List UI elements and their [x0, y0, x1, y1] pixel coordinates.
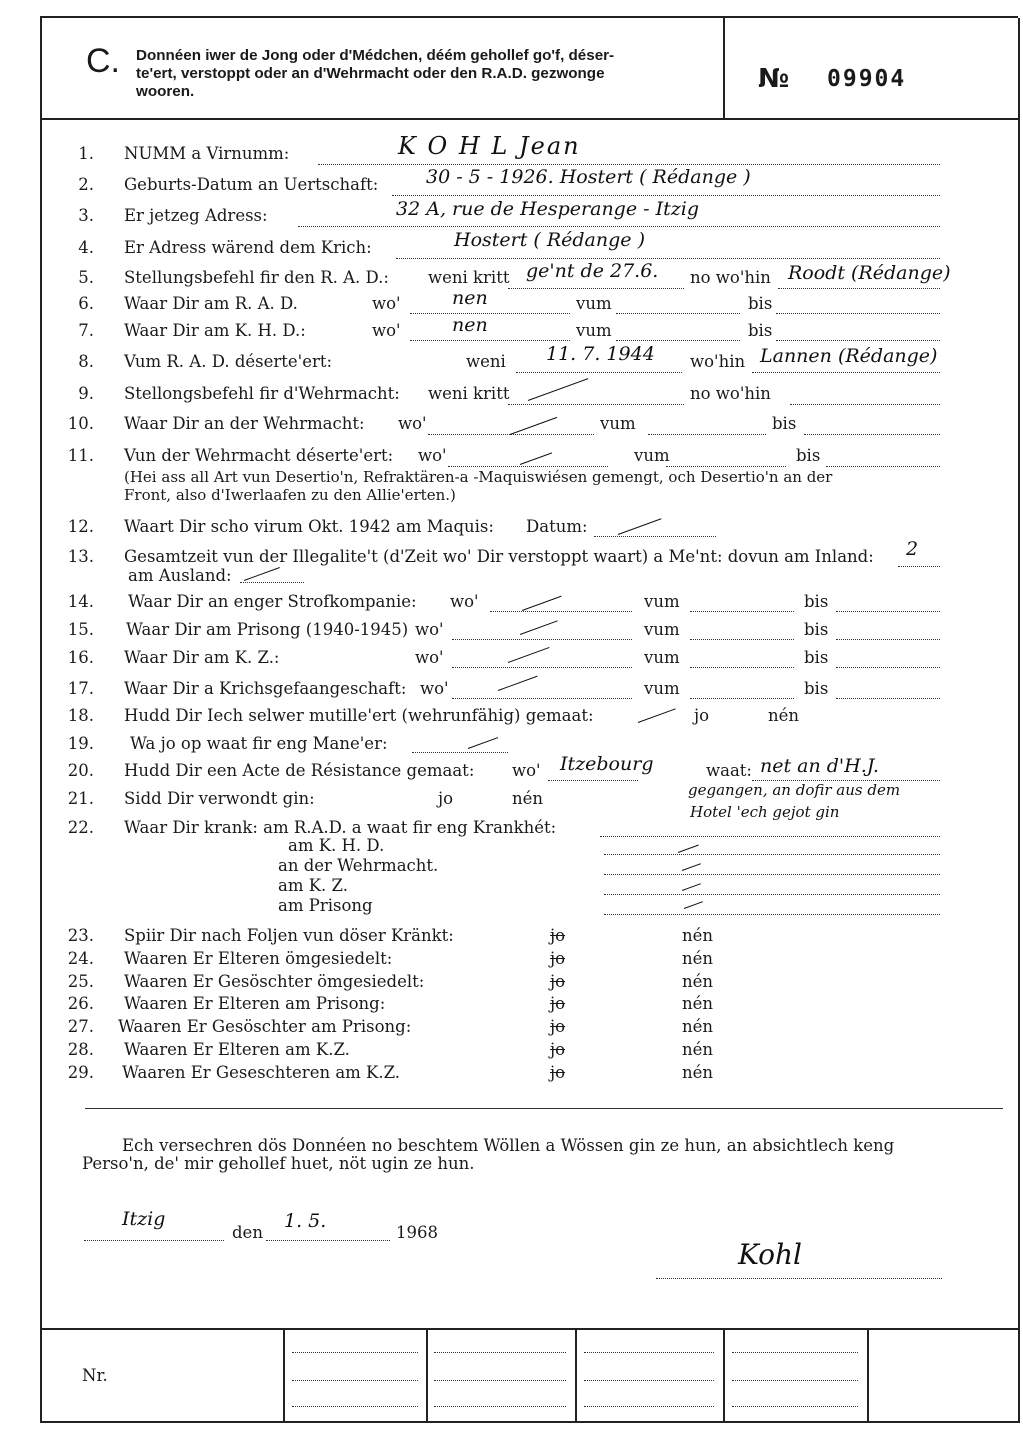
q4-number: 4.	[78, 238, 94, 257]
q26-jo-option[interactable]: jo	[550, 994, 566, 1013]
q10-label: Waar Dir an der Wehrmacht:	[124, 414, 365, 433]
footer-dots-d1	[732, 1352, 858, 1353]
q7-bis-line	[776, 340, 940, 341]
q5-answer-where[interactable]: Roodt (Rédange)	[788, 262, 951, 284]
q7-bis-label: bis	[748, 321, 773, 340]
q22-line-khd	[604, 854, 940, 855]
signature-year: 1968	[396, 1223, 438, 1242]
q11-vum-label: vum	[634, 446, 670, 465]
q10-vum-line	[648, 434, 766, 435]
q15-bis-label: bis	[804, 620, 829, 639]
q15-wo-line	[452, 639, 632, 640]
q5-label: Stellungsbefehl fir den R. A. D.:	[124, 268, 389, 287]
q11-vum-line	[666, 466, 786, 467]
q26-nen-option[interactable]: nén	[682, 994, 714, 1013]
q1-line	[318, 164, 940, 165]
signature-den-label: den	[232, 1223, 263, 1242]
q25-number: 25.	[67, 972, 94, 991]
q16-bis-label: bis	[804, 648, 829, 667]
signature-line	[656, 1278, 942, 1279]
q4-line	[396, 258, 940, 259]
q14-vum-label: vum	[644, 592, 680, 611]
q13-inland-answer[interactable]: 2	[906, 538, 919, 560]
footer-dots-c3	[584, 1406, 714, 1407]
q14-label: Waar Dir an enger Strofkompanie:	[128, 592, 417, 611]
q21-nen-option[interactable]: nén	[512, 789, 544, 808]
q9-where-label: no wo'hin	[690, 384, 771, 403]
q16-bis-line	[836, 667, 940, 668]
q12-datum-label: Datum:	[526, 517, 588, 536]
q14-bis-line	[836, 611, 940, 612]
q17-label: Waar Dir a Krichsgefaangeschaft:	[124, 679, 407, 698]
q4-answer[interactable]: Hostert ( Rédange )	[454, 229, 645, 251]
footer-dots-b2	[434, 1380, 566, 1381]
q3-answer[interactable]: 32 A, rue de Hesperange - Itzig	[396, 198, 699, 220]
header-text	[136, 47, 710, 101]
q11-note-2: Front, also d'Iwerlaafen zu den Allie'erten.)	[124, 486, 456, 504]
q5-when-label: weni kritt	[428, 268, 510, 287]
footer-dots-d3	[732, 1406, 858, 1407]
q18-number: 18.	[67, 706, 94, 725]
q7-vum-line	[616, 340, 740, 341]
q22-sub-khd: am K. H. D.	[288, 836, 385, 855]
q15-number: 15.	[67, 620, 94, 639]
q22-line-prisong	[604, 914, 940, 915]
q3-number: 3.	[78, 206, 94, 225]
q10-vum-label: vum	[600, 414, 636, 433]
q6-bis-label: bis	[748, 294, 773, 313]
q5-where-line	[778, 288, 940, 289]
footer-dots-c1	[584, 1352, 714, 1353]
section-divider	[85, 1108, 1003, 1109]
footer-dots-a3	[292, 1406, 418, 1407]
q11-label: Vun der Wehrmacht déserte'ert:	[124, 446, 394, 465]
q21-label: Sidd Dir verwondt gin:	[124, 789, 315, 808]
footer-col-3	[575, 1330, 577, 1422]
footer-dots-b1	[434, 1352, 566, 1353]
q21-number: 21.	[67, 789, 94, 808]
q20-wo-label: wo'	[512, 761, 541, 780]
q15-vum-label: vum	[644, 620, 680, 639]
q10-bis-label: bis	[772, 414, 797, 433]
q8-where-line	[752, 372, 940, 373]
q11-wo-line	[448, 466, 608, 467]
q8-when-label: weni	[466, 352, 506, 371]
number-box-divider	[723, 18, 725, 118]
form-number: 09904	[827, 66, 907, 92]
q2-number: 2.	[78, 175, 94, 194]
q5-when-line	[508, 288, 684, 289]
q22-number: 22.	[67, 818, 94, 837]
q24-jo-option[interactable]: jo	[550, 949, 566, 968]
q29-nen-option[interactable]: nén	[682, 1063, 714, 1082]
footer-dots-c2	[584, 1380, 714, 1381]
q20-number: 20.	[67, 761, 94, 780]
q6-answer[interactable]: nen	[452, 287, 488, 309]
q12-label: Waart Dir scho virum Okt. 1942 am Maquis:	[124, 517, 494, 536]
q22-sub-wehrmacht: an der Wehrmacht.	[278, 856, 439, 875]
q23-jo-option[interactable]: jo	[550, 926, 566, 945]
q20-answer-where[interactable]: Itzebourg	[560, 753, 654, 775]
q15-bis-line	[836, 639, 940, 640]
footer-col-2	[426, 1330, 428, 1422]
q25-nen-option[interactable]: nén	[682, 972, 714, 991]
q27-label: Waaren Er Gesöschter am Prisong:	[118, 1017, 412, 1036]
q13-inland-line	[898, 566, 940, 567]
q29-number: 29.	[67, 1063, 94, 1082]
q7-vum-label: vum	[576, 321, 612, 340]
q9-where-line	[790, 404, 940, 405]
q8-answer-when[interactable]: 11. 7. 1944	[546, 343, 655, 365]
q20-wo-line	[548, 780, 638, 781]
q6-vum-label: vum	[576, 294, 612, 313]
q12-number: 12.	[67, 517, 94, 536]
q22-sub-prisong: am Prisong	[278, 896, 373, 915]
q14-bis-label: bis	[804, 592, 829, 611]
q10-number: 10.	[67, 414, 94, 433]
q11-number: 11.	[67, 446, 94, 465]
q22-line-rad	[600, 836, 940, 837]
footer-dots-a1	[292, 1352, 418, 1353]
signature-place[interactable]: Itzig	[122, 1208, 166, 1230]
q13-ausland-line	[240, 582, 304, 583]
q16-label: Waar Dir am K. Z.:	[124, 648, 280, 667]
header-line-1: Donnéen iwer de Jong oder d'Médchen, déém gehollef go'f, déser-	[136, 47, 615, 64]
q18-jo-option[interactable]: jo	[694, 706, 710, 725]
place-line	[84, 1240, 224, 1241]
q7-number: 7.	[78, 321, 94, 340]
q19-label: Wa jo op waat fir eng Mane'er:	[130, 734, 388, 753]
q11-note-1: (Hei ass all Art vun Desertio'n, Refraktären-a -Maquiswiésen gemengt, och Desertio'n an der	[124, 468, 833, 486]
q24-nen-option[interactable]: nén	[682, 949, 714, 968]
q20-answer-extra-1[interactable]: gegangen, an dofir aus dem	[688, 781, 901, 799]
q27-nen-option[interactable]: nén	[682, 1017, 714, 1036]
q8-where-label: wo'hin	[690, 352, 746, 371]
q25-jo-option[interactable]: jo	[550, 972, 566, 991]
q9-when-line	[508, 404, 684, 405]
q11-bis-label: bis	[796, 446, 821, 465]
header-line-2: te'ert, verstoppt oder an d'Wehrmacht oder den R.A.D. gezwonge	[136, 65, 605, 82]
q4-label: Er Adress wärend dem Krich:	[124, 238, 372, 257]
q23-label: Spiir Dir nach Foljen vun döser Kränkt:	[124, 926, 454, 945]
q27-jo-option[interactable]: jo	[550, 1017, 566, 1036]
q15-label: Waar Dir am Prisong (1940-1945)	[126, 620, 409, 639]
declaration-line-1: Ech versechren dös Donnéen no beschtem Wöllen a Wössen gin ze hun, an absichtlech keng	[122, 1136, 895, 1155]
q2-label: Geburts-Datum an Uertschaft:	[124, 175, 379, 194]
q19-number: 19.	[67, 734, 94, 753]
q9-label: Stellongsbefehl fir d'Wehrmacht:	[124, 384, 400, 403]
q28-label: Waaren Er Elteren am K.Z.	[124, 1040, 350, 1059]
q8-answer-where[interactable]: Lannen (Rédange)	[760, 345, 938, 367]
q17-vum-label: vum	[644, 679, 680, 698]
q10-wo-label: wo'	[398, 414, 427, 433]
q16-wo-label: wo'	[415, 648, 444, 667]
q25-label: Waaren Er Gesöschter ömgesiedelt:	[124, 972, 425, 991]
q20-answer-extra-2[interactable]: Hotel 'ech gejot gin	[690, 803, 840, 821]
q6-vum-line	[616, 313, 740, 314]
q23-nen-option[interactable]: nén	[682, 926, 714, 945]
q7-answer[interactable]: nen	[452, 314, 488, 336]
q1-label: NUMM a Virnumm:	[124, 144, 290, 163]
q16-wo-line	[452, 667, 632, 668]
q7-label: Waar Dir am K. H. D.:	[124, 321, 306, 340]
q6-wo-line	[410, 313, 570, 314]
q13-ausland-label: am Ausland:	[128, 566, 232, 585]
q27-number: 27.	[67, 1017, 94, 1036]
footer-dots-b3	[434, 1406, 566, 1407]
q15-wo-label: wo'	[415, 620, 444, 639]
q16-vum-line	[690, 667, 794, 668]
q17-bis-line	[836, 698, 940, 699]
q13-number: 13.	[67, 547, 94, 566]
q18-label: Hudd Dir Iech selwer mutille'ert (wehrunfähig) gemaat:	[124, 706, 594, 725]
q23-number: 23.	[67, 926, 94, 945]
q11-bis-line	[826, 466, 940, 467]
footer-table-top	[40, 1328, 1018, 1330]
q14-wo-label: wo'	[450, 592, 479, 611]
q13-label: Gesamtzeit vun der Illegalite't (d'Zeit wo' Dir verstoppt waart) a Me'nt: dovun am Inland:	[124, 547, 874, 566]
q6-number: 6.	[78, 294, 94, 313]
footer-col-1	[283, 1330, 285, 1422]
q14-vum-line	[690, 611, 794, 612]
q6-wo-label: wo'	[372, 294, 401, 313]
q2-answer[interactable]: 30 - 5 - 1926. Hostert ( Rédange )	[426, 166, 751, 188]
q18-nen-option[interactable]: nén	[768, 706, 800, 725]
number-label: №	[758, 64, 790, 94]
q17-wo-line	[452, 698, 632, 699]
q9-when-label: weni kritt	[428, 384, 510, 403]
q17-wo-label: wo'	[420, 679, 449, 698]
footer-dots-a2	[292, 1380, 418, 1381]
q20-waat-label: waat:	[706, 761, 752, 780]
section-letter: C.	[86, 42, 120, 80]
header-separator	[40, 118, 1018, 120]
q12-line	[594, 536, 716, 537]
q5-number: 5.	[78, 268, 94, 287]
q22-line-wehrmacht	[604, 874, 940, 875]
header-line-3: wooren.	[136, 83, 195, 100]
q29-label: Waaren Er Geseschteren am K.Z.	[122, 1063, 401, 1082]
q17-vum-line	[690, 698, 794, 699]
q17-number: 17.	[67, 679, 94, 698]
q5-answer-when[interactable]: ge'nt de 27.6.	[526, 260, 659, 282]
q20-answer-what[interactable]: net an d'H.J.	[760, 755, 879, 777]
q21-jo-option[interactable]: jo	[438, 789, 454, 808]
date-line	[266, 1240, 390, 1241]
q17-bis-label: bis	[804, 679, 829, 698]
q22-sub-kz: am K. Z.	[278, 876, 348, 895]
q26-label: Waaren Er Elteren am Prisong:	[124, 994, 386, 1013]
q22-label: Waar Dir krank: am R.A.D. a waat fir eng Krankhét:	[124, 818, 557, 837]
q11-wo-label: wo'	[418, 446, 447, 465]
footer-nr-label: Nr.	[82, 1366, 108, 1385]
q24-number: 24.	[67, 949, 94, 968]
q15-vum-line	[690, 639, 794, 640]
footer-col-5	[867, 1330, 869, 1422]
declaration-line-2: Perso'n, de' mir gehollef huet, nöt ugin ze hun.	[82, 1154, 475, 1173]
q14-number: 14.	[67, 592, 94, 611]
q8-label: Vum R. A. D. déserte'ert:	[124, 352, 333, 371]
q3-label: Er jetzeg Adress:	[124, 206, 268, 225]
q14-wo-line	[490, 611, 632, 612]
q7-wo-line	[410, 340, 570, 341]
q6-bis-line	[776, 313, 940, 314]
footer-dots-d2	[732, 1380, 858, 1381]
q20-label: Hudd Dir een Acte de Résistance gemaat:	[124, 761, 475, 780]
q22-line-kz	[604, 894, 940, 895]
footer-col-4	[723, 1330, 725, 1422]
q16-number: 16.	[67, 648, 94, 667]
q16-vum-label: vum	[644, 648, 680, 667]
q7-wo-label: wo'	[372, 321, 401, 340]
q8-when-line	[516, 372, 682, 373]
q28-jo-option[interactable]: jo	[550, 1040, 566, 1059]
q1-answer[interactable]: K O H L Jean	[398, 132, 581, 160]
signature-name[interactable]: Kohl	[738, 1238, 803, 1271]
q10-bis-line	[804, 434, 940, 435]
q9-number: 9.	[78, 384, 94, 403]
q6-label: Waar Dir am R. A. D.	[124, 294, 298, 313]
signature-date[interactable]: 1. 5.	[284, 1210, 327, 1232]
q1-number: 1.	[78, 144, 94, 163]
q28-nen-option[interactable]: nén	[682, 1040, 714, 1059]
q3-line	[298, 226, 940, 227]
bottom-border	[40, 1421, 1018, 1423]
q8-number: 8.	[78, 352, 94, 371]
q19-line	[412, 752, 508, 753]
q29-jo-option[interactable]: jo	[550, 1063, 566, 1082]
q5-where-label: no wo'hin	[690, 268, 771, 287]
q28-number: 28.	[67, 1040, 94, 1059]
q24-label: Waaren Er Elteren ömgesiedelt:	[124, 949, 393, 968]
q2-line	[392, 195, 940, 196]
q26-number: 26.	[67, 994, 94, 1013]
